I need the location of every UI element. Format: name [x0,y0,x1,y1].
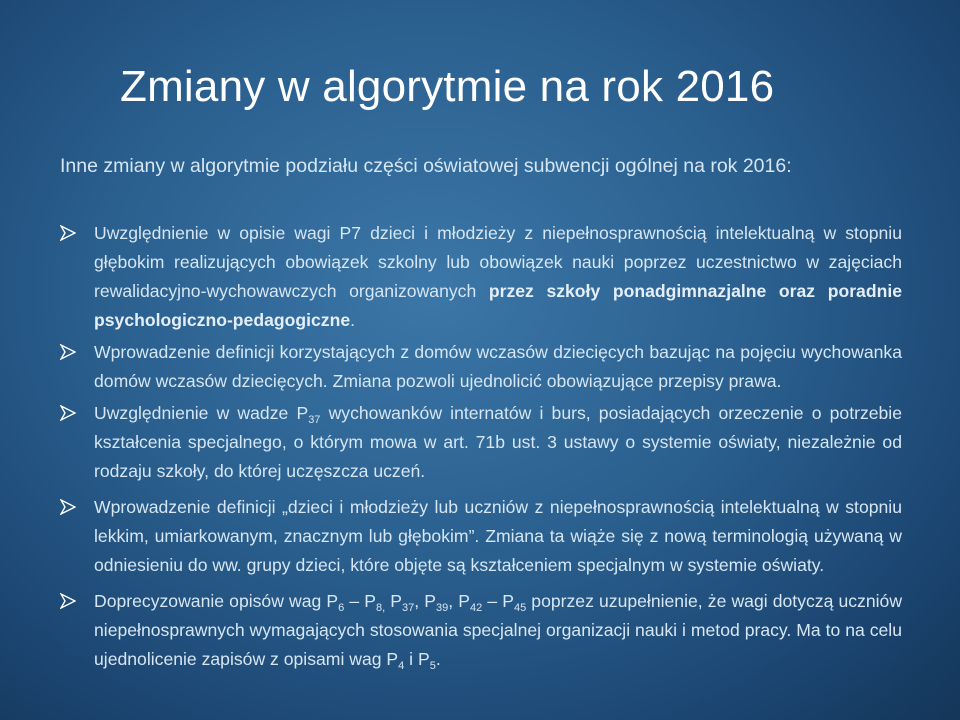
bullet-list [60,219,902,677]
subscript: 6 [338,602,345,614]
bullet-text: wychowanków internatów i burs, posiadających orzeczenie o potrzebie kształcenia specjalnego, o którym mowa w art. 71b ust. 3 ustawy o systemie oświaty, niezależnie od rodzaju szkoły, do której uczęszcza uczeń. [94,403,903,481]
bullet-text: poprzez uzupełnienie, że wagi dotyczą uczniów niepełnosprawnych wymagających stosowania specjalnej organizacji nauki i metod pracy. Ma to na celu ujednolicenie zapisów z opisami wag P [94,591,903,669]
subscript: 45 [513,602,527,614]
bullet-text-end: . [350,310,355,330]
bullet-text: – P [482,591,514,611]
bullet-bold-text: przez szkoły ponadgimnazjalne oraz poradnie psychologiczno-pedagogiczne [94,281,902,330]
arrowhead-icon [60,344,76,360]
subscript: 37 [308,414,321,426]
bullet-text: . [435,649,441,669]
bullet-text: , P [448,591,470,611]
arrowhead-icon [60,405,76,421]
bullet-text: Wprowadzenie definicji korzystających z domów wczasów dziecięcych bazując na pojęciu wychowanka domów wczasów dziecięcych. Zmiana pozwoli ujednolicić obowiązujące przepisy prawa. [94,342,902,391]
subscript: 4 [398,660,405,672]
bullet-item-1 [60,219,902,335]
bullet-text: – P [344,591,376,611]
subscript: 8, [375,602,386,614]
bullet-text: P [385,591,403,611]
bullet-item-2 [60,338,902,396]
slide-subtitle: Inne zmiany w algorytmie podziału części oświatowej subwencji ogólnej na rok 2016: [60,155,792,177]
subscript: 39 [436,602,449,614]
subscript: 42 [469,602,483,614]
bullet-text: Uwzględnienie w opisie wagi P7 dzieci i młodzieży z niepełnosprawnością intelektualną w stopniu głębokim realizujących obowiązek szkolny lub obowiązek nauki poprzez uczestnictwo w zajęciach rewalidacyjno-wychowawczych organizowanych [94,223,902,301]
bullet-text: Uwzględnienie w wadze P [94,403,309,423]
bullet-text: , P [414,591,436,611]
bullet-text: i P [404,649,430,669]
bullet-item-5 [60,587,902,674]
bullet-text: Doprecyzowanie opisów wag P [94,591,339,611]
bullet-text: Wprowadzenie definicji „dzieci i młodzieży lub uczniów z niepełnosprawnością intelektualną w stopniu lekkim, umiarkowanym, znacznym lub głębokim”. Zmiana ta wiąże się z nową terminologią używaną w odniesieniu do ww. grupy dzieci, które objęte są kształceniem specjalnym w systemie oświaty. [94,497,902,575]
arrowhead-icon [60,499,76,515]
arrowhead-icon [60,593,76,609]
subscript: 5 [429,660,436,672]
bullet-item-4 [60,493,902,580]
subscript: 37 [402,602,415,614]
arrowhead-icon [60,225,76,241]
bullet-item-3 [60,399,902,486]
slide-title: Zmiany w algorytmie na rok 2016 [120,62,775,111]
